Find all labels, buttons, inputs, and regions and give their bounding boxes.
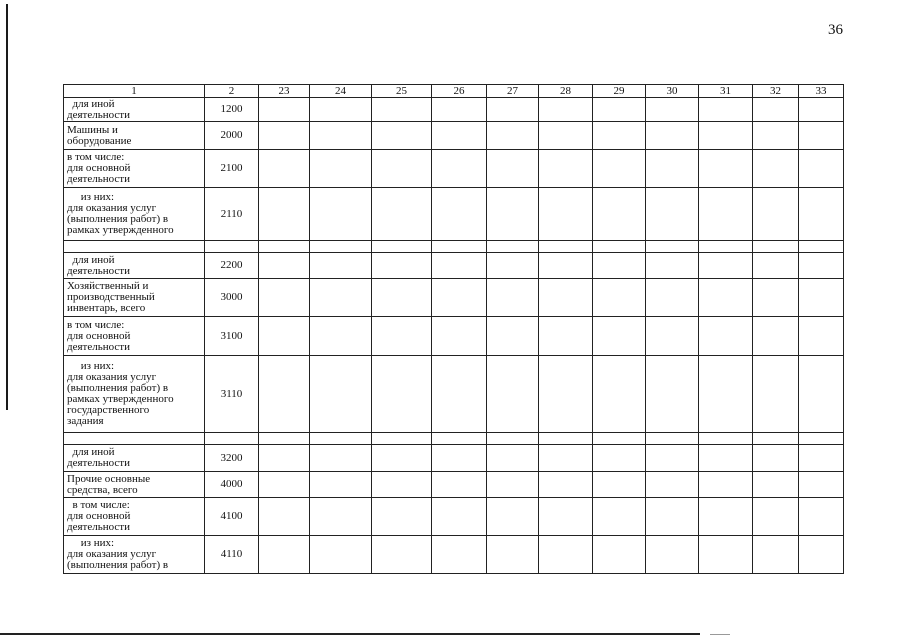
table-body [64, 85, 844, 574]
empty-cell [646, 150, 699, 188]
empty-cell [699, 98, 753, 122]
column-header: 29 [593, 85, 646, 98]
empty-cell [699, 317, 753, 356]
empty-cell [487, 433, 539, 445]
table-row [64, 122, 844, 150]
empty-cell [753, 445, 799, 472]
empty-cell [432, 253, 487, 279]
empty-cell [487, 150, 539, 188]
empty-cell [310, 356, 372, 433]
empty-cell [259, 98, 310, 122]
empty-cell [699, 433, 753, 445]
empty-cell [372, 472, 432, 498]
empty-cell [799, 122, 844, 150]
empty-cell [699, 536, 753, 574]
row-code: 4000 [205, 472, 259, 498]
empty-cell [539, 472, 593, 498]
empty-cell [699, 150, 753, 188]
empty-cell [539, 253, 593, 279]
data-table [63, 84, 844, 574]
empty-cell [539, 317, 593, 356]
empty-cell [539, 279, 593, 317]
empty-cell [593, 98, 646, 122]
empty-cell [593, 433, 646, 445]
empty-cell [593, 445, 646, 472]
empty-cell [432, 279, 487, 317]
empty-cell [259, 356, 310, 433]
empty-cell [259, 150, 310, 188]
empty-cell [372, 498, 432, 536]
empty-cell [310, 472, 372, 498]
empty-cell [372, 98, 432, 122]
row-name: в том числе: для основной деятельности [64, 150, 205, 188]
empty-cell [487, 188, 539, 241]
empty-cell [259, 433, 310, 445]
row-name: в том числе: для основной деятельности [64, 498, 205, 536]
empty-cell [799, 356, 844, 433]
table-row [64, 433, 844, 445]
empty-cell [753, 433, 799, 445]
table-row [64, 279, 844, 317]
empty-cell [799, 241, 844, 253]
empty-cell [539, 150, 593, 188]
row-name: в том числе: для основной деятельности [64, 317, 205, 356]
column-header: 23 [259, 85, 310, 98]
empty-cell [593, 498, 646, 536]
row-code: 3110 [205, 356, 259, 433]
empty-cell [753, 536, 799, 574]
empty-cell [646, 317, 699, 356]
empty-cell [646, 188, 699, 241]
empty-cell [593, 253, 646, 279]
empty-cell [699, 188, 753, 241]
empty-cell [372, 188, 432, 241]
empty-cell [432, 150, 487, 188]
table-row [64, 241, 844, 253]
table-row [64, 188, 844, 241]
empty-cell [310, 241, 372, 253]
empty-cell [432, 536, 487, 574]
empty-cell [593, 317, 646, 356]
empty-cell [372, 241, 432, 253]
empty-cell [753, 98, 799, 122]
column-header: 28 [539, 85, 593, 98]
empty-cell [487, 445, 539, 472]
column-header: 26 [432, 85, 487, 98]
empty-cell [593, 472, 646, 498]
empty-cell [646, 433, 699, 445]
empty-cell [593, 188, 646, 241]
row-code: 2110 [205, 188, 259, 241]
table-row [64, 98, 844, 122]
table-row [64, 253, 844, 279]
empty-cell [539, 98, 593, 122]
empty-cell [699, 279, 753, 317]
row-code: 3200 [205, 445, 259, 472]
empty-cell [646, 98, 699, 122]
row-name: из них: для оказания услуг (выполнения работ) в [64, 536, 205, 574]
empty-cell [432, 472, 487, 498]
empty-cell [310, 433, 372, 445]
empty-cell [310, 122, 372, 150]
empty-cell [753, 188, 799, 241]
row-code: 4110 [205, 536, 259, 574]
row-code [205, 241, 259, 253]
row-code [205, 433, 259, 445]
empty-cell [432, 241, 487, 253]
empty-cell [487, 536, 539, 574]
bottom-rule [0, 633, 700, 635]
empty-cell [646, 241, 699, 253]
row-name: Хозяйственный и производственный инвентарь, всего [64, 279, 205, 317]
empty-cell [799, 498, 844, 536]
empty-cell [539, 536, 593, 574]
empty-cell [646, 279, 699, 317]
empty-cell [372, 150, 432, 188]
empty-cell [259, 279, 310, 317]
column-header: 1 [64, 85, 205, 98]
empty-cell [259, 241, 310, 253]
row-name: для иной деятельности [64, 253, 205, 279]
empty-cell [646, 122, 699, 150]
table-row [64, 536, 844, 574]
table-row [64, 472, 844, 498]
table-row [64, 445, 844, 472]
empty-cell [593, 122, 646, 150]
empty-cell [310, 279, 372, 317]
empty-cell [753, 241, 799, 253]
empty-cell [372, 536, 432, 574]
row-name: Машины и оборудование [64, 122, 205, 150]
empty-cell [259, 445, 310, 472]
empty-cell [310, 536, 372, 574]
row-code: 2100 [205, 150, 259, 188]
empty-cell [372, 253, 432, 279]
empty-cell [432, 188, 487, 241]
empty-cell [753, 279, 799, 317]
row-name: Прочие основные средства, всего [64, 472, 205, 498]
empty-cell [372, 445, 432, 472]
empty-cell [539, 188, 593, 241]
empty-cell [259, 122, 310, 150]
empty-cell [753, 150, 799, 188]
empty-cell [699, 122, 753, 150]
empty-cell [539, 356, 593, 433]
empty-cell [799, 279, 844, 317]
empty-cell [487, 122, 539, 150]
empty-cell [699, 498, 753, 536]
empty-cell [259, 472, 310, 498]
empty-cell [487, 253, 539, 279]
empty-cell [310, 498, 372, 536]
empty-cell [799, 98, 844, 122]
row-name: для иной деятельности [64, 445, 205, 472]
empty-cell [593, 356, 646, 433]
column-header: 33 [799, 85, 844, 98]
empty-cell [259, 188, 310, 241]
empty-cell [699, 356, 753, 433]
row-name [64, 433, 205, 445]
empty-cell [539, 241, 593, 253]
empty-cell [539, 498, 593, 536]
empty-cell [699, 241, 753, 253]
empty-cell [753, 317, 799, 356]
empty-cell [539, 433, 593, 445]
empty-cell [432, 445, 487, 472]
row-name: из них: для оказания услуг (выполнения работ) в рамках утвержденного [64, 188, 205, 241]
column-header: 32 [753, 85, 799, 98]
empty-cell [259, 498, 310, 536]
empty-cell [753, 122, 799, 150]
empty-cell [487, 472, 539, 498]
header-row [64, 85, 844, 98]
table-row [64, 356, 844, 433]
empty-cell [432, 98, 487, 122]
column-header: 30 [646, 85, 699, 98]
empty-cell [753, 253, 799, 279]
bottom-rule-fragment [710, 634, 730, 635]
empty-cell [259, 317, 310, 356]
left-margin-line [6, 4, 8, 410]
empty-cell [646, 445, 699, 472]
empty-cell [646, 472, 699, 498]
column-header: 24 [310, 85, 372, 98]
empty-cell [259, 536, 310, 574]
empty-cell [310, 445, 372, 472]
empty-cell [799, 317, 844, 356]
empty-cell [372, 317, 432, 356]
empty-cell [799, 445, 844, 472]
empty-cell [593, 536, 646, 574]
empty-cell [753, 472, 799, 498]
empty-cell [699, 253, 753, 279]
empty-cell [593, 150, 646, 188]
empty-cell [432, 433, 487, 445]
empty-cell [699, 472, 753, 498]
empty-cell [487, 356, 539, 433]
empty-cell [753, 356, 799, 433]
row-code: 3000 [205, 279, 259, 317]
empty-cell [539, 445, 593, 472]
empty-cell [799, 472, 844, 498]
empty-cell [646, 356, 699, 433]
empty-cell [432, 317, 487, 356]
empty-cell [310, 253, 372, 279]
empty-cell [646, 498, 699, 536]
empty-cell [432, 498, 487, 536]
table-row [64, 317, 844, 356]
column-header: 2 [205, 85, 259, 98]
empty-cell [487, 317, 539, 356]
empty-cell [259, 253, 310, 279]
table-row [64, 498, 844, 536]
empty-cell [699, 445, 753, 472]
empty-cell [539, 122, 593, 150]
empty-cell [372, 356, 432, 433]
empty-cell [487, 98, 539, 122]
empty-cell [372, 433, 432, 445]
empty-cell [310, 188, 372, 241]
empty-cell [799, 536, 844, 574]
row-code: 3100 [205, 317, 259, 356]
empty-cell [310, 150, 372, 188]
empty-cell [487, 241, 539, 253]
empty-cell [646, 253, 699, 279]
row-code: 2200 [205, 253, 259, 279]
empty-cell [310, 98, 372, 122]
empty-cell [593, 241, 646, 253]
empty-cell [799, 253, 844, 279]
empty-cell [799, 433, 844, 445]
column-header: 27 [487, 85, 539, 98]
table-row [64, 150, 844, 188]
empty-cell [372, 122, 432, 150]
row-name [64, 241, 205, 253]
row-code: 2000 [205, 122, 259, 150]
row-code: 1200 [205, 98, 259, 122]
row-name: из них: для оказания услуг (выполнения работ) в рамках утвержденного государственного задания [64, 356, 205, 433]
empty-cell [753, 498, 799, 536]
empty-cell [799, 150, 844, 188]
row-name: для иной деятельности [64, 98, 205, 122]
empty-cell [372, 279, 432, 317]
empty-cell [646, 536, 699, 574]
empty-cell [310, 317, 372, 356]
column-header: 25 [372, 85, 432, 98]
empty-cell [487, 279, 539, 317]
empty-cell [799, 188, 844, 241]
row-code: 4100 [205, 498, 259, 536]
empty-cell [593, 279, 646, 317]
empty-cell [487, 498, 539, 536]
empty-cell [432, 356, 487, 433]
empty-cell [432, 122, 487, 150]
page-number: 36 [828, 22, 843, 38]
column-header: 31 [699, 85, 753, 98]
